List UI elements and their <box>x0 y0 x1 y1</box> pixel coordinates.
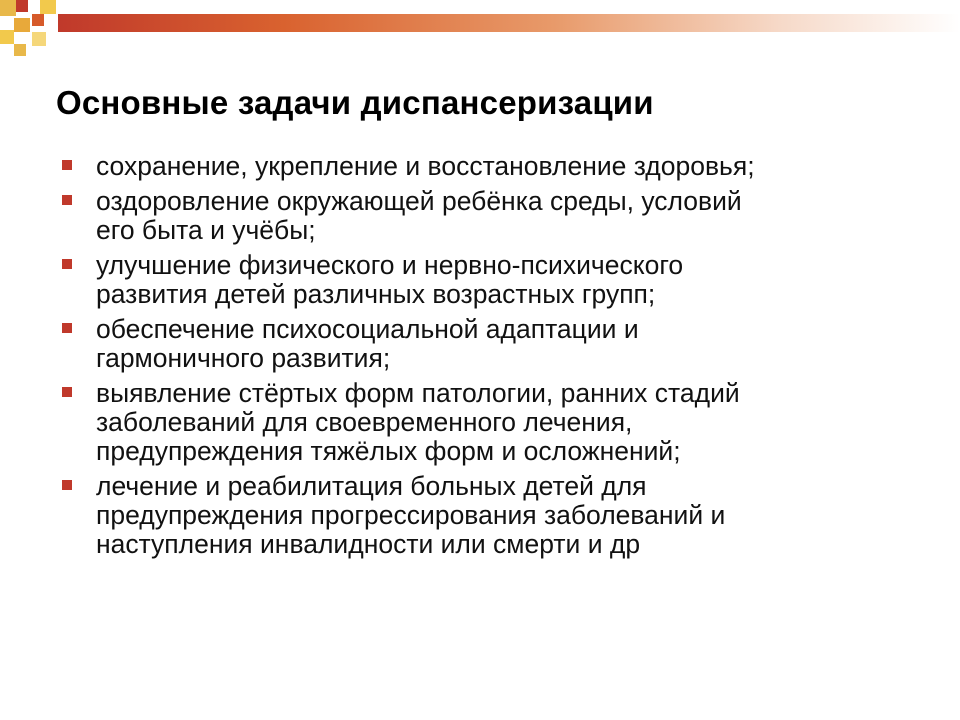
list-item-text: выявление стёртых форм патологии, ранних стадий <box>96 378 740 408</box>
list-item-text: оздоровление окружающей ребёнка среды, условий <box>96 186 742 216</box>
square-bullet-icon <box>62 387 72 397</box>
list-item <box>60 379 920 466</box>
square-bullet-icon <box>62 195 72 205</box>
header-gradient-stripe <box>58 14 960 32</box>
list-item-text: предупреждения прогрессирования заболеваний и <box>96 500 726 530</box>
slide-title: Основные задачи диспансеризации <box>56 84 654 121</box>
list-item-text: развития детей различных возрастных групп; <box>96 279 656 309</box>
list-item <box>60 251 920 309</box>
square-bullet-icon <box>62 323 72 333</box>
square-bullet-icon <box>62 259 72 269</box>
list-item-text: лечение и реабилитация больных детей для <box>96 471 647 501</box>
list-item-text: предупреждения тяжёлых форм и осложнений; <box>96 436 681 466</box>
list-item <box>60 472 920 559</box>
bullet-list <box>60 152 920 565</box>
list-item-text: заболеваний для своевременного лечения, <box>96 407 633 437</box>
square-bullet-icon <box>62 480 72 490</box>
list-item-text: гармоничного развития; <box>96 343 391 373</box>
list-item <box>60 152 920 181</box>
list-item-text: сохранение, укрепление и восстановление здоровья; <box>96 151 755 181</box>
list-item <box>60 315 920 373</box>
list-item-text: его быта и учёбы; <box>96 215 316 245</box>
list-item-text: улучшение физического и нервно-психического <box>96 250 684 280</box>
list-item <box>60 187 920 245</box>
list-item-text: наступления инвалидности или смерти и др <box>96 529 641 559</box>
list-item-text: обеспечение психосоциальной адаптации и <box>96 314 639 344</box>
square-bullet-icon <box>62 160 72 170</box>
